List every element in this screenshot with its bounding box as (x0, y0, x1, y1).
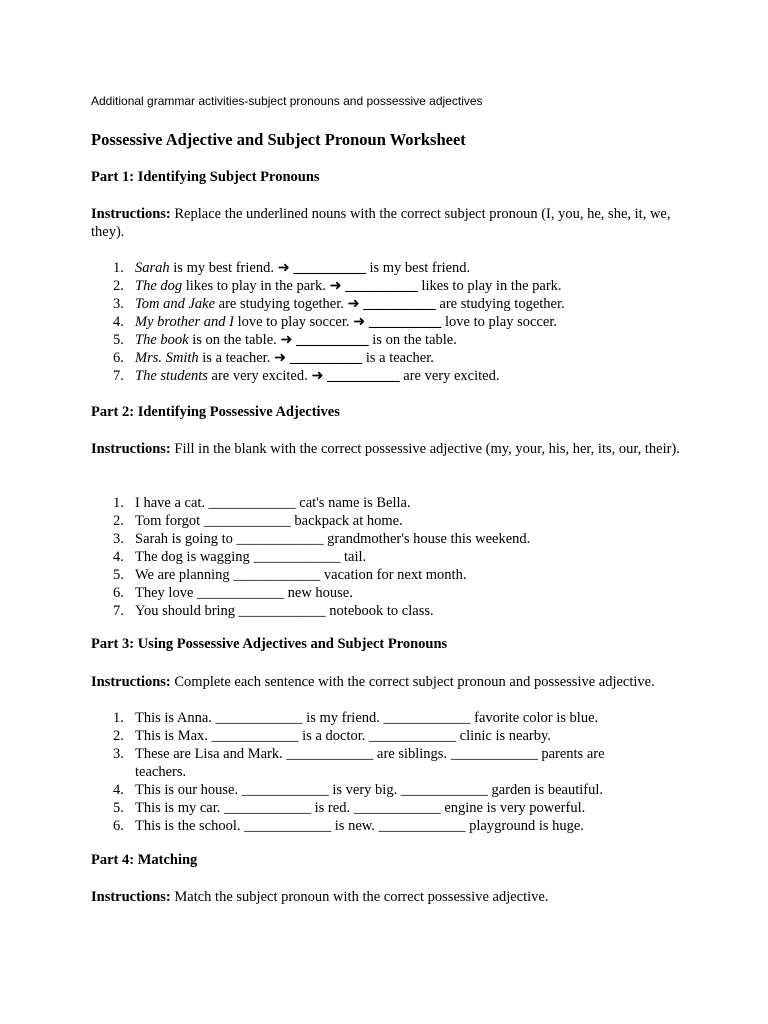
list-item (91, 259, 651, 277)
item-number: 3. (113, 531, 124, 547)
list-item (91, 331, 651, 349)
list-item (91, 367, 651, 385)
item-number: 4. (113, 782, 124, 798)
part2-instr-text: Fill in the blank with the correct possessive adjective (my, your, his, her, its, our, their). (170, 441, 680, 457)
part3-list (91, 709, 651, 835)
item-text: I have a cat. ____________ cat's name is Bella. (135, 495, 411, 511)
underlined-noun: Mrs. Smith (135, 350, 199, 366)
list-item (91, 566, 651, 584)
list-item (91, 530, 651, 548)
item-text (135, 367, 651, 385)
sentence-text: is my best friend. ➜ (169, 260, 294, 276)
item-text: This is my car. ____________ is red. ____________ engine is very powerful. (135, 800, 586, 816)
header-note: Additional grammar activities-subject pronouns and possessive adjectives (91, 94, 483, 108)
part2-list (91, 494, 651, 620)
answer-blank[interactable]: __________ (363, 296, 436, 312)
sentence-text: likes to play in the park. ➜ (182, 278, 346, 294)
answer-blank[interactable]: __________ (327, 368, 400, 384)
item-text: Sarah is going to ____________ grandmother's house this weekend. (135, 531, 531, 547)
answer-blank[interactable]: __________ (296, 332, 369, 348)
item-number: 7. (113, 603, 124, 619)
item-number: 6. (113, 585, 124, 601)
list-item (91, 277, 651, 295)
item-text: This is Anna. ____________ is my friend. ____________ favorite color is blue. (135, 710, 599, 726)
part1-heading: Part 1: Identifying Subject Pronouns (91, 169, 320, 185)
list-item (91, 745, 651, 781)
underlined-noun: The book (135, 332, 189, 348)
list-item (91, 313, 651, 331)
item-text: The dog is wagging ____________ tail. (135, 549, 367, 565)
part4-instr-text: Match the subject pronoun with the correct possessive adjective. (170, 889, 549, 905)
item-number: 1. (113, 710, 124, 726)
item-number: 4. (113, 314, 124, 330)
part1-instr-text: Replace the underlined nouns with the correct subject pronoun (I, you, he, she, it, we, they). (91, 206, 671, 240)
sentence-text: are studying together. ➜ (215, 296, 364, 312)
page-title: Possessive Adjective and Subject Pronoun Worksheet (91, 130, 466, 149)
list-item (91, 584, 651, 602)
list-item (91, 548, 651, 566)
item-number: 5. (113, 567, 124, 583)
item-number: 7. (113, 368, 124, 384)
sentence-tail: love to play soccer. (441, 314, 557, 330)
part4-heading: Part 4: Matching (91, 852, 198, 868)
item-text: We are planning ____________ vacation for next month. (135, 567, 467, 583)
answer-blank[interactable]: __________ (293, 260, 366, 276)
answer-blank[interactable]: __________ (289, 350, 363, 366)
part3-instructions (91, 673, 681, 691)
list-item (91, 709, 651, 727)
item-number: 5. (113, 332, 124, 348)
part1-instr-label: Instructions: (91, 206, 171, 222)
underlined-noun: The dog (135, 278, 183, 294)
answer-blank[interactable]: __________ (368, 314, 442, 330)
part4-instr-label: Instructions: (91, 889, 171, 905)
item-text (135, 259, 651, 277)
sentence-text: are very excited. ➜ (207, 368, 328, 384)
item-number: 5. (113, 800, 124, 816)
sentence-tail: are very excited. (399, 368, 500, 384)
part2-instructions (91, 440, 681, 458)
list-item (91, 781, 651, 799)
underlined-noun: The students (135, 368, 208, 384)
item-text (135, 331, 651, 349)
item-text: You should bring ____________ notebook to class. (135, 603, 434, 619)
item-number: 1. (113, 260, 124, 276)
item-text: This is our house. ____________ is very big. ____________ garden is beautiful. (135, 782, 603, 798)
item-number: 1. (113, 495, 124, 511)
item-number: 4. (113, 549, 124, 565)
sentence-tail: is on the table. (368, 332, 457, 348)
part3-instr-text: Complete each sentence with the correct subject pronoun and possessive adjective. (170, 674, 655, 690)
sentence-tail: likes to play in the park. (417, 278, 562, 294)
list-item (91, 602, 651, 620)
item-text (135, 277, 651, 295)
sentence-text: is a teacher. ➜ (198, 350, 290, 366)
part1-list (91, 259, 651, 385)
item-number: 3. (113, 296, 124, 312)
item-number: 2. (113, 513, 124, 529)
item-number: 2. (113, 728, 124, 744)
sentence-text: is on the table. ➜ (188, 332, 297, 348)
list-item (91, 494, 651, 512)
answer-blank[interactable]: __________ (345, 278, 418, 294)
item-number: 3. (113, 746, 124, 762)
list-item (91, 349, 651, 367)
part2-instr-label: Instructions: (91, 441, 171, 457)
item-text (135, 313, 651, 331)
item-text (135, 295, 651, 313)
item-text: They love ____________ new house. (135, 585, 353, 601)
item-text (135, 349, 651, 367)
item-text: This is the school. ____________ is new. ____________ playground is huge. (135, 818, 584, 834)
list-item (91, 817, 651, 835)
sentence-tail: is my best friend. (365, 260, 471, 276)
underlined-noun: Sarah (135, 260, 170, 276)
underlined-noun: Tom and Jake (135, 296, 216, 312)
list-item (91, 512, 651, 530)
part2-heading: Part 2: Identifying Possessive Adjectives (91, 404, 340, 420)
item-number: 6. (113, 350, 124, 366)
underlined-noun: My brother and I (135, 314, 234, 330)
item-number: 2. (113, 278, 124, 294)
sentence-tail: are studying together. (435, 296, 565, 312)
item-number: 6. (113, 818, 124, 834)
part4-instructions (91, 888, 681, 906)
item-text: Tom forgot ____________ backpack at home. (135, 513, 403, 529)
part3-instr-label: Instructions: (91, 674, 171, 690)
item-text: These are Lisa and Mark. ____________ are siblings. ____________ parents are teachers. (135, 746, 605, 780)
list-item (91, 727, 651, 745)
item-text: This is Max. ____________ is a doctor. ____________ clinic is nearby. (135, 728, 551, 744)
part1-instructions (91, 205, 681, 241)
list-item (91, 295, 651, 313)
sentence-text: love to play soccer. ➜ (233, 314, 369, 330)
sentence-tail: is a teacher. (362, 350, 434, 366)
list-item (91, 799, 651, 817)
part3-heading: Part 3: Using Possessive Adjectives and Subject Pronouns (91, 636, 448, 652)
